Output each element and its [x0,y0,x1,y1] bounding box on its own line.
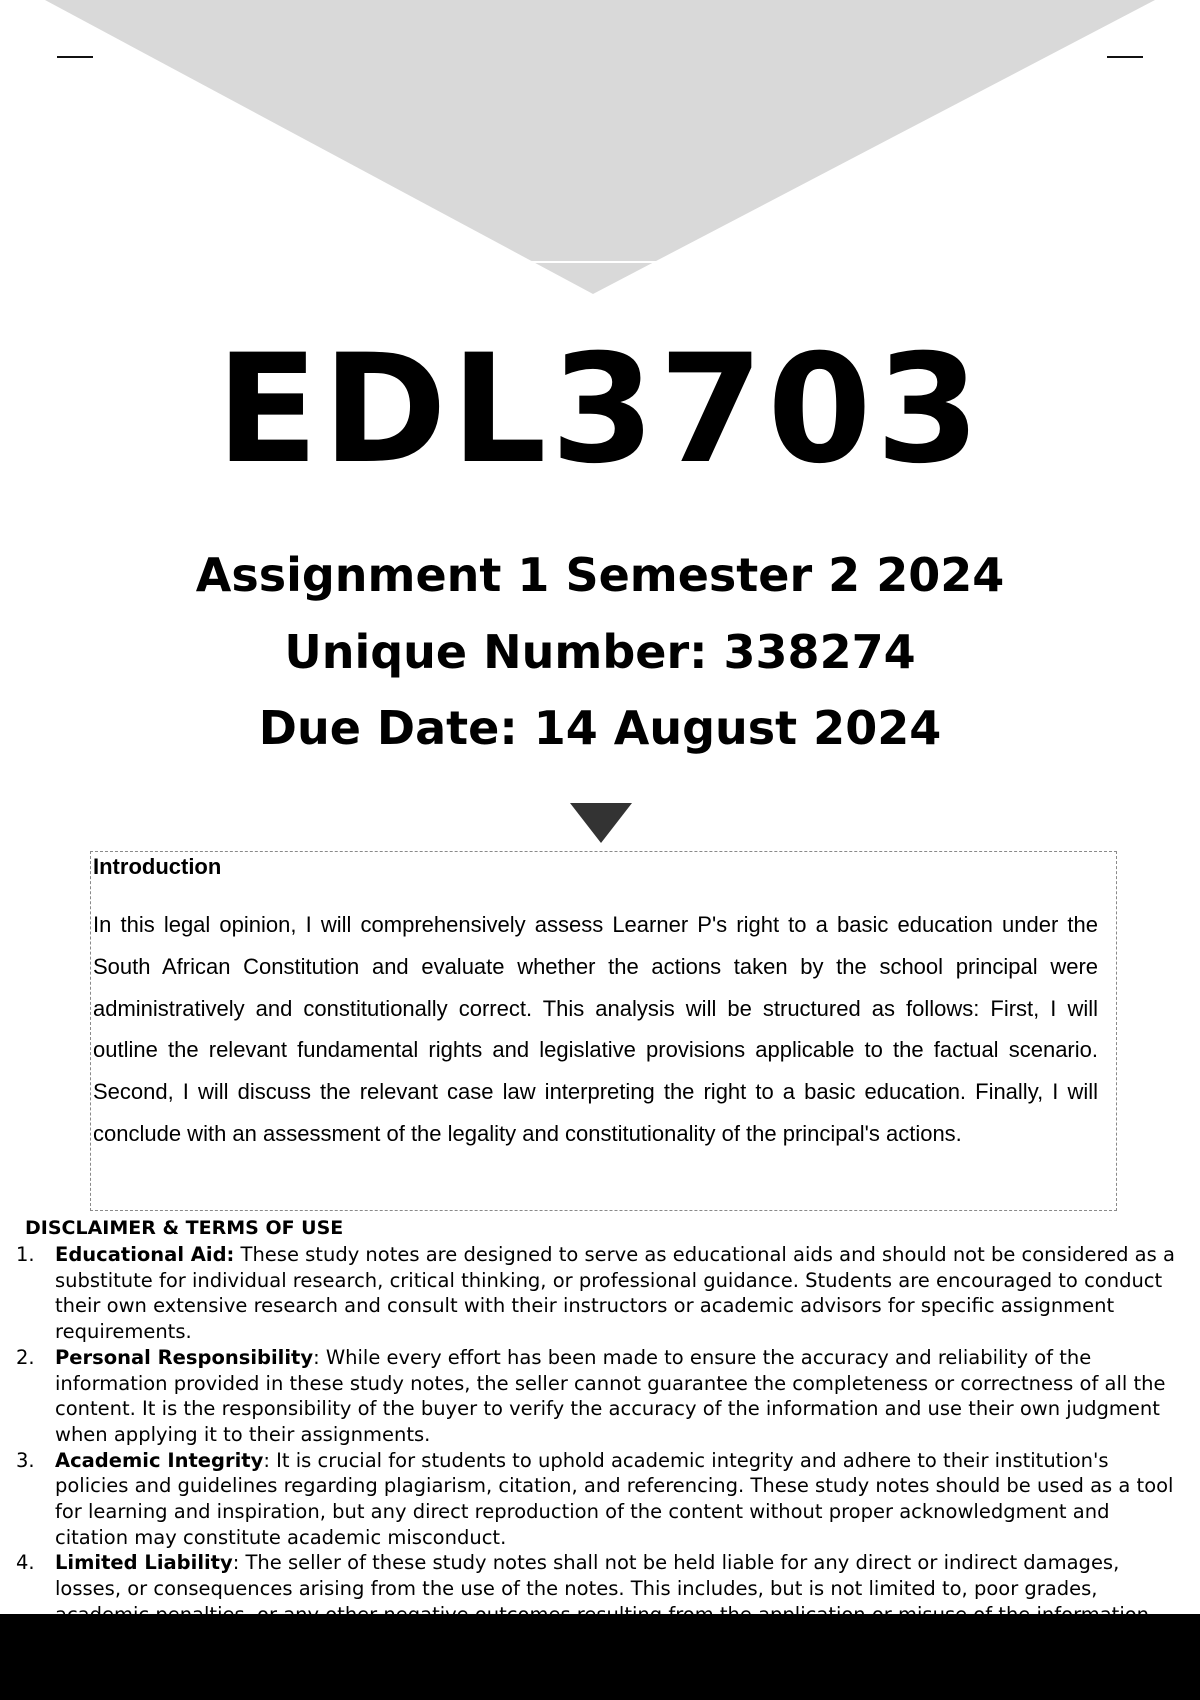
term-number: 4. [16,1551,35,1575]
triangle-down-icon [570,803,632,843]
term-title: Educational Aid: [55,1243,235,1266]
term-number: 3. [16,1448,35,1472]
term-text: : The seller of these study notes shall not be held liable for any direct or indirect damages, losses, or consequences arising from the use of the notes. This includes, but is not limited to, poor grades, [55,1551,1120,1601]
term-number: 2. [16,1345,35,1369]
disclaimer-title: DISCLAIMER & TERMS OF USE [25,1217,344,1239]
term-title: Limited Liability [55,1551,233,1575]
introduction-box [90,851,1117,1211]
term-item [16,1242,1186,1345]
terms-list [16,1242,1186,1628]
disclaimer-section [16,1216,1186,1628]
term-text: : While every effort has been made to ensure the accuracy and reliability of the information provided in these study notes, the seller cannot guarantee the completeness or correctness of all the content. It is the responsibility of the buyer to verify the accuracy of the information and use their own judgment when applying it to their assignments. [55,1345,1166,1446]
assignment-subtitle: Assignment 1 Semester 2 2024 [195,548,1005,602]
corner-rule-right [1107,56,1143,58]
term-title: Academic Integrity [55,1448,264,1472]
term-text: : It is crucial for students to uphold academic integrity and adhere to their institution's policies and guidelines regarding plagiarism, citation, and referencing. These study notes should be used as a tool for learning and inspiration, but any direct reproduction of the content without proper acknowledgment and citation may constitute academic misconduct. [55,1448,1174,1549]
course-code-title: EDL3703 [215,323,985,497]
term-title: Personal Responsibility [55,1345,314,1369]
due-date: Due Date: 14 August 2024 [258,701,942,755]
corner-rule-left [57,56,93,58]
term-number: 1. [16,1243,35,1266]
term-item [16,1345,1186,1448]
introduction-heading: Introduction [93,854,222,879]
term-item [16,1448,1186,1551]
unique-number: Unique Number: 338274 [284,625,916,679]
chevron-shape [45,0,1155,294]
bottom-black-bar [0,1614,1200,1700]
introduction-paragraph: In this legal opinion, I will comprehensively assess Learner P's right to a basic education under the South African Constitution and evaluate whether the actions taken by the school principal were administratively and constitutionally correct. This analysis will be structured as follows: First, I will outline the relevant fundamental rights and legislative provisions applicable to the factual scenario. Second, I will discuss the relevant case law interpreting the right to a basic education. Finally, I will conclude with an assessment of the legality and constitutionality of the principal's actions. [93,912,1098,1146]
term-text: These study notes are designed to serve as educational aids and should not be considered as a substitute for individual research, critical thinking, or professional guidance. Students are encouraged to conduct their own extensive research and consult with their instructors or academic advisors for specific assignment requirements. [55,1243,1175,1344]
header-chevron-banner [0,0,1200,300]
